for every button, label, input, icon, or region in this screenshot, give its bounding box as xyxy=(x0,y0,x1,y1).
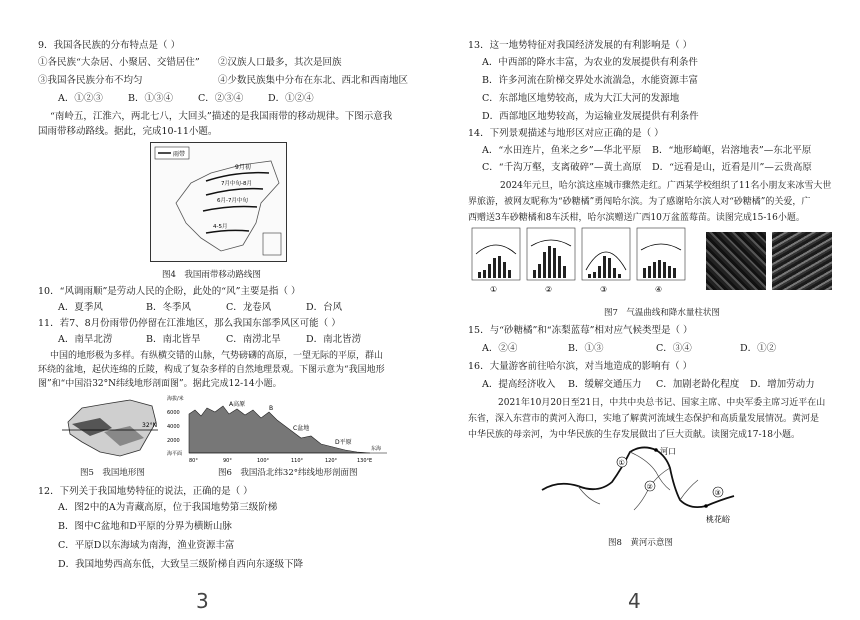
page-number-left: 3 xyxy=(196,589,209,613)
climate-chart-4 xyxy=(637,228,685,280)
svg-text:2000: 2000 xyxy=(167,438,180,444)
q11-stem: 11．若7、8月份雨带仍停留在江淮地区，那么我国东部季风区可能（ ） xyxy=(38,318,341,329)
profile-label-b: B xyxy=(269,405,274,412)
q10-choice-d: D．台风 xyxy=(306,302,343,313)
terrain-map-graphic xyxy=(60,392,160,462)
profile-label-sea: 东海 xyxy=(371,446,382,452)
svg-text:120°: 120° xyxy=(325,458,338,464)
marker-1: ① xyxy=(618,459,625,467)
q15-choice-b: B．①③ xyxy=(568,343,604,354)
figure-8-yellow-river-map xyxy=(538,440,748,530)
figure-8-caption: 图8 黄河示意图 xyxy=(608,538,673,548)
intro-15-16-line3: 西赠送3车砂糖橘和8车沃柑，哈尔滨赠送广西10万盆蓝莓苗。读图完成15-16小题。 xyxy=(468,213,805,223)
q14-choice-d: D．“远看是山，近看是川”—云贵高原 xyxy=(652,162,812,173)
label-taohuayu: 桃花峪 xyxy=(706,515,730,524)
marker-2: ② xyxy=(646,483,653,491)
intro-10-11-line2: 国雨带移动路线。据此，完成10-11小题。 xyxy=(38,126,218,137)
q15-choice-a: A．②④ xyxy=(482,343,518,354)
q16-choice-d: D．增加劳动力 xyxy=(750,379,815,390)
label-jun: 6月-7月中旬 xyxy=(217,198,248,204)
photo-landscape-1 xyxy=(706,232,766,290)
climate-chart-3 xyxy=(582,228,630,280)
profile-label-a: A高原 xyxy=(229,401,246,408)
q11-choice-b: B．南北皆旱 xyxy=(146,334,201,345)
q10-choice-b: B．冬季风 xyxy=(146,302,191,313)
intro-15-16-line1: 2024年元旦，哈尔滨这座城市骤然走红。广西某学校组织了11名小朋友来冰雪大世 xyxy=(500,181,832,191)
q9-choice-a: A．①②③ xyxy=(58,93,103,104)
legend-rainbelt: 雨带 xyxy=(173,151,186,158)
q16-choice-c: C．加剧老龄化程度 xyxy=(656,379,740,390)
label-hekou: 河口 xyxy=(660,447,676,456)
marker-3: ③ xyxy=(714,489,721,497)
q9-choice-d: D．①②④ xyxy=(268,93,314,104)
q9-stem: 9．我国各民族的分布特点是（ ） xyxy=(38,40,181,51)
figure-7-caption: 图7 气温曲线和降水量柱状图 xyxy=(604,308,720,318)
svg-text:90°: 90° xyxy=(223,458,232,464)
q10-stem: 10．“风调雨顺”是劳动人民的企盼，此处的“风”主要是指（ ） xyxy=(38,286,301,297)
q9-choice-b: B．①③④ xyxy=(128,93,173,104)
q12-stem: 12．下列关于我国地势特征的说法，正确的是（ ） xyxy=(38,486,253,497)
q15-choice-c: C．③④ xyxy=(656,343,692,354)
intro-12-14-line1: 中国的地形极为多样。有纵横交错的山脉，气势磅礴的高原，一望无际的平原，群山 xyxy=(50,351,384,361)
figure-6-terrain-profile xyxy=(165,392,390,464)
q11-choice-d: D．南北皆涝 xyxy=(306,334,362,345)
profile-label-c: C盆地 xyxy=(293,425,310,432)
q16-choice-b: B．缓解交通压力 xyxy=(568,379,642,390)
q13-choice-d: D．西部地区地势较高，为运输业发展提供有利条件 xyxy=(482,111,699,122)
chart-label-1: ① xyxy=(490,285,498,294)
q9-option-2: ②汉族人口最多，其次是回族 xyxy=(218,57,342,68)
climate-chart-2 xyxy=(527,228,575,280)
svg-text:6000: 6000 xyxy=(167,410,180,416)
q15-stem: 15．与“砂糖橘”和“冻梨蓝莓”相对应气候类型是（ ） xyxy=(468,325,693,336)
chart-label-4: ④ xyxy=(655,285,663,294)
chart-label-3: ③ xyxy=(600,285,608,294)
q16-choice-a: A．提高经济收入 xyxy=(482,379,556,390)
intro-12-14-line2: 环绕的盆地，起伏连绵的丘陵，构成了复杂多样的自然地理景观。下图示意为“我国地形 xyxy=(38,365,385,375)
intro-17-18-line2: 东省，深入东营市的黄河入海口，实地了解黄河流域生态保护和高质量发展情况。黄河是 xyxy=(468,414,820,424)
climate-charts-graphic xyxy=(470,226,690,296)
profile-label-d: D平原 xyxy=(335,439,352,446)
q12-choice-b: B．图中C盆地和D平原的分界为横断山脉 xyxy=(58,521,232,532)
terrain-profile-graphic xyxy=(165,392,390,464)
figure-5-terrain-map xyxy=(60,392,160,462)
q14-choice-b: B．“地形崎岖，岩溶地表”—东北平原 xyxy=(652,145,812,156)
intro-12-14-line3: 图”和“中国沿32°N纬线地形剖面图”。据此完成12-14小题。 xyxy=(38,379,282,389)
q11-choice-a: A．南旱北涝 xyxy=(58,334,113,345)
q12-choice-c: C．平原D以东海域为南海，渔业资源丰富 xyxy=(58,540,235,551)
svg-text:110°: 110° xyxy=(291,458,304,464)
q14-stem: 14．下列景观描述与地形区对应正确的是（ ） xyxy=(468,128,664,139)
lat-label: 32°N xyxy=(142,422,158,429)
q12-choice-a: A．图2中的A为青藏高原，位于我国地势第三级阶梯 xyxy=(58,502,278,513)
intro-17-18-line1: 2021年10月20日至21日，中共中央总书记、国家主席、中央军委主席习近平在山 xyxy=(498,398,826,408)
intro-10-11-line1: “南岭五，江淮六，两北七八，大回头”描述的是我国雨带的移动规律。下图示意我 xyxy=(50,111,393,122)
q14-choice-a: A．“水田连片，鱼米之乡”—华北平原 xyxy=(482,145,642,156)
profile-ylabel: 海拔/米 xyxy=(167,396,184,402)
figure-6-caption: 图6 我国沿北纬32°纬线地形剖面图 xyxy=(218,468,358,478)
q13-choice-a: A．中西部的降水丰富，为农业的发展提供有利条件 xyxy=(482,57,698,68)
q11-choice-c: C．南涝北旱 xyxy=(226,334,281,345)
climate-chart-1 xyxy=(472,228,520,280)
q15-choice-d: D．①② xyxy=(740,343,777,354)
q16-stem: 16．大量游客前往哈尔滨，对当地造成的影响有（ ） xyxy=(468,361,693,372)
svg-text:100°: 100° xyxy=(257,458,270,464)
svg-text:80°: 80° xyxy=(189,458,198,464)
rainbelt-map-graphic xyxy=(151,143,286,261)
q9-choice-c: C．②③④ xyxy=(198,93,244,104)
chart-label-2: ② xyxy=(545,285,553,294)
q9-option-3: ③我国各民族分布不均匀 xyxy=(38,75,143,86)
q13-choice-b: B．许多河流在阶梯交界处水流湍急，水能资源丰富 xyxy=(482,75,698,86)
svg-text:海平面: 海平面 xyxy=(167,451,183,457)
q10-choice-c: C．龙卷风 xyxy=(226,302,272,313)
yellow-river-graphic xyxy=(538,440,748,530)
figure-4-caption: 图4 我国雨带移动路线图 xyxy=(162,270,261,280)
intro-15-16-line2: 界旅游，被网友昵称为“砂糖橘”勇闯哈尔滨。为了感谢哈尔滨人对“砂糖橘”的关爱，广 xyxy=(468,197,811,207)
label-jul: 7月中旬-8月 xyxy=(221,181,252,187)
q12-choice-d: D．我国地势西高东低，大致呈三级阶梯自西向东逐级下降 xyxy=(58,559,304,570)
q13-stem: 13．这一地势特征对我国经济发展的有利影响是（ ） xyxy=(468,40,693,51)
q14-choice-c: C．“千沟万壑，支离破碎”—黄土高原 xyxy=(482,162,642,173)
figure-7-climate-charts xyxy=(470,226,690,296)
figure-5-caption: 图5 我国地形图 xyxy=(80,468,145,478)
q13-choice-c: C．东部地区地势较高，成为大江大河的发源地 xyxy=(482,93,680,104)
page-number-right: 4 xyxy=(628,589,641,613)
q9-option-4: ④少数民族集中分布在东北、西北和西南地区 xyxy=(218,75,409,86)
label-may: 4-5月 xyxy=(213,224,228,230)
figure-4-rainbelt-map xyxy=(150,142,287,262)
q10-choice-a: A．夏季风 xyxy=(58,302,103,313)
right-page xyxy=(430,0,860,620)
label-sep: 9月初 xyxy=(235,164,251,171)
svg-text:4000: 4000 xyxy=(167,424,180,430)
q9-option-1: ①各民族“大杂居、小聚居、交错居住” xyxy=(38,57,200,68)
intro-17-18-line3: 中华民族的母亲河，为中华民族的生存发展做出了巨大贡献。读图完成17-18小题。 xyxy=(468,430,800,440)
svg-text:130°E: 130°E xyxy=(357,458,373,464)
photo-landscape-2 xyxy=(772,232,832,290)
